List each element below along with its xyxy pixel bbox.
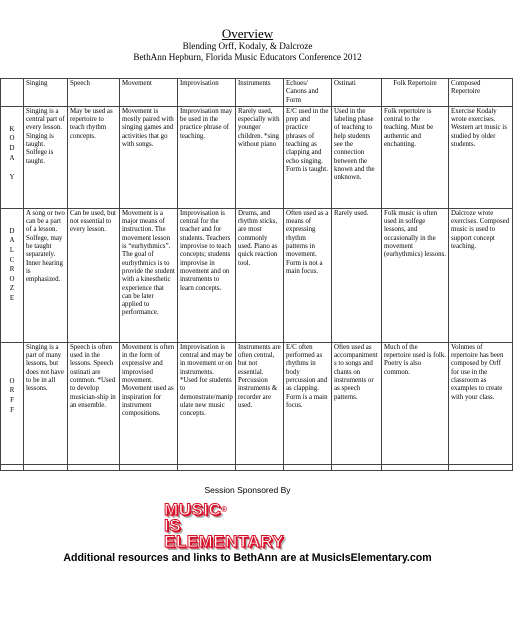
empty-cell xyxy=(24,464,68,470)
row-letter: A xyxy=(9,237,15,245)
row-letter: R xyxy=(9,387,15,395)
table-cell: Rarely used, especially with younger children. *sing without piano xyxy=(236,106,284,208)
table-cell: Instruments are often central, but not essential. Percussion instruments & recorder are used. xyxy=(236,342,284,464)
music-is-elementary-logo xyxy=(164,502,332,550)
row-letter: F xyxy=(10,406,14,414)
column-header: Composed Repertoire xyxy=(449,79,513,107)
column-header: Instruments xyxy=(236,79,284,107)
empty-cell xyxy=(178,464,236,470)
table-cell: Movement is mostly paired with singing games and activities that go with songs. xyxy=(120,106,178,208)
table-cell: Much of the repertoire used is folk. Poetry is also common. xyxy=(382,342,449,464)
document-header xyxy=(0,26,495,63)
column-header: Ostinati xyxy=(332,79,382,107)
table-cell: Rarely used. xyxy=(332,208,382,342)
column-header: Movement xyxy=(120,79,178,107)
row-letter: A xyxy=(9,154,15,162)
table-cell: Singing is a central part of every lesson. Singing is taught. Solfege is taught. xyxy=(24,106,68,208)
table-cell: Dalcroze wrote exercises. Composed music is used to support concept teaching. xyxy=(449,208,513,342)
row-letter: C xyxy=(9,256,15,264)
empty-cell xyxy=(68,464,120,470)
sponsor-label: Session Sponsored By xyxy=(204,485,291,495)
table-cell: Folk repertoire is central to the teaching. Must be authentic and enchanting. xyxy=(382,106,449,208)
table-cell: Singing is a part of many lessons, but does not have to be in all lessons. xyxy=(24,342,68,464)
column-header: Echoes/ Canons and Form xyxy=(284,79,332,107)
empty-cell xyxy=(120,464,178,470)
table-cell: Speech is often used in the lessons. Speech ostinati are common. *Used to develop musician-ship in an ensemble. xyxy=(68,342,120,464)
logo-line: IS xyxy=(164,516,182,535)
registered-mark: ® xyxy=(221,505,228,514)
logo-line xyxy=(164,502,332,518)
table-row xyxy=(1,342,513,464)
row-letter: R xyxy=(9,266,15,274)
table-cell: Exercise Kodaly wrote exercises. Western art music is studied by older students. xyxy=(449,106,513,208)
page-subtitle: Blending Orff, Kodaly, & Dalcroze xyxy=(182,41,313,51)
table-cell: E/C used in the prep and practice phrases of teaching as clapping and echo singing. Form is taught. xyxy=(284,106,332,208)
row-letter xyxy=(3,163,21,173)
column-header: Singing xyxy=(24,79,68,107)
table-row xyxy=(1,208,513,342)
empty-cell xyxy=(1,464,24,470)
row-letter: Y xyxy=(9,173,15,181)
table-row xyxy=(1,106,513,208)
table-cell: Movement is a major means of instruction. The movement lesson is “eurhythmics”. The goal of eurhythmics is to provide the student with a kinesthetic experience that can be later applied to performance. xyxy=(120,208,178,342)
empty-cell xyxy=(284,464,332,470)
row-letter: F xyxy=(10,397,14,405)
table-cell: Often used as accompaniments to songs and chants on instruments or as speech patterns. xyxy=(332,342,382,464)
empty-row xyxy=(1,464,513,470)
column-header: Speech xyxy=(68,79,120,107)
empty-cell xyxy=(332,464,382,470)
row-letter: L xyxy=(9,247,15,255)
row-letter: E xyxy=(9,295,15,303)
table-cell: Volumes of repertoire has been composed by Orff for use in the classroom as examples to create with your class. xyxy=(449,342,513,464)
header-row xyxy=(1,79,513,107)
row-label-kodaly xyxy=(1,106,24,208)
row-letter: D xyxy=(9,145,15,153)
row-label-dalcroze xyxy=(1,208,24,342)
page-title: Overview xyxy=(221,26,274,41)
table-cell: Used in the labeling phase of teaching to help students see the connection between the known and the unknown. xyxy=(332,106,382,208)
author-line: BethAnn Hepburn, Florida Music Educators Conference 2012 xyxy=(133,52,362,62)
row-label-orff xyxy=(1,342,24,464)
table-cell: Often used as a means of expressing rhythm patterns in movement. Form is not a main focus. xyxy=(284,208,332,342)
table-cell: May be used as repertoire to teach rhythm concepts. xyxy=(68,106,120,208)
logo-line: ELEMENTARY xyxy=(164,532,285,551)
row-letter: K xyxy=(9,125,15,133)
table-cell: Drums, and rhythm sticks, are most commonly used. Piano as quick reaction tool. xyxy=(236,208,284,342)
table-cell: Improvisation may be used in the practice phrase of teaching. xyxy=(178,106,236,208)
footer-resources-text: Additional resources and links to BethAnn are at MusicIsElementary.com xyxy=(63,552,432,564)
table-cell: Movement is often in the form of expressive and improvised movement. Movement used as inspiration for instrument compositions. xyxy=(120,342,178,464)
table-cell: E/C often performed as rhythms in body percussion and as clapping. Form is a main focus. xyxy=(284,342,332,464)
table-cell: Can be used, but not essential to every lesson. xyxy=(68,208,120,342)
table-cell: Improvisation is central and may be in movement or on instruments. *Used for students to demonstrate/manipulate new music concepts. xyxy=(178,342,236,464)
empty-cell xyxy=(382,464,449,470)
row-letter: D xyxy=(9,227,15,235)
empty-cell xyxy=(449,464,513,470)
row-letter: O xyxy=(9,275,15,283)
row-letter: O xyxy=(9,135,15,143)
column-header: Improvisation xyxy=(178,79,236,107)
corner-cell xyxy=(1,79,24,107)
table-cell: Folk music is often used in solfege lessons, and occasionally in the movement (eurhythmics) lessons. xyxy=(382,208,449,342)
table-cell: A song or two can be a part of a lesson. Solfege, may be taught separately. Inner hearing is emphasized. xyxy=(24,208,68,342)
comparison-table xyxy=(0,78,513,471)
row-letter: O xyxy=(9,377,15,385)
row-letter: Z xyxy=(9,285,15,293)
table-cell: Improvisation is central for the teacher and for students. Teachers improvise to teach concepts; students improvise in movement and on instruments to learn concepts. xyxy=(178,208,236,342)
column-header: Folk Repertoire xyxy=(382,79,449,107)
logo-word: MUSIC xyxy=(164,500,222,519)
empty-cell xyxy=(236,464,284,470)
